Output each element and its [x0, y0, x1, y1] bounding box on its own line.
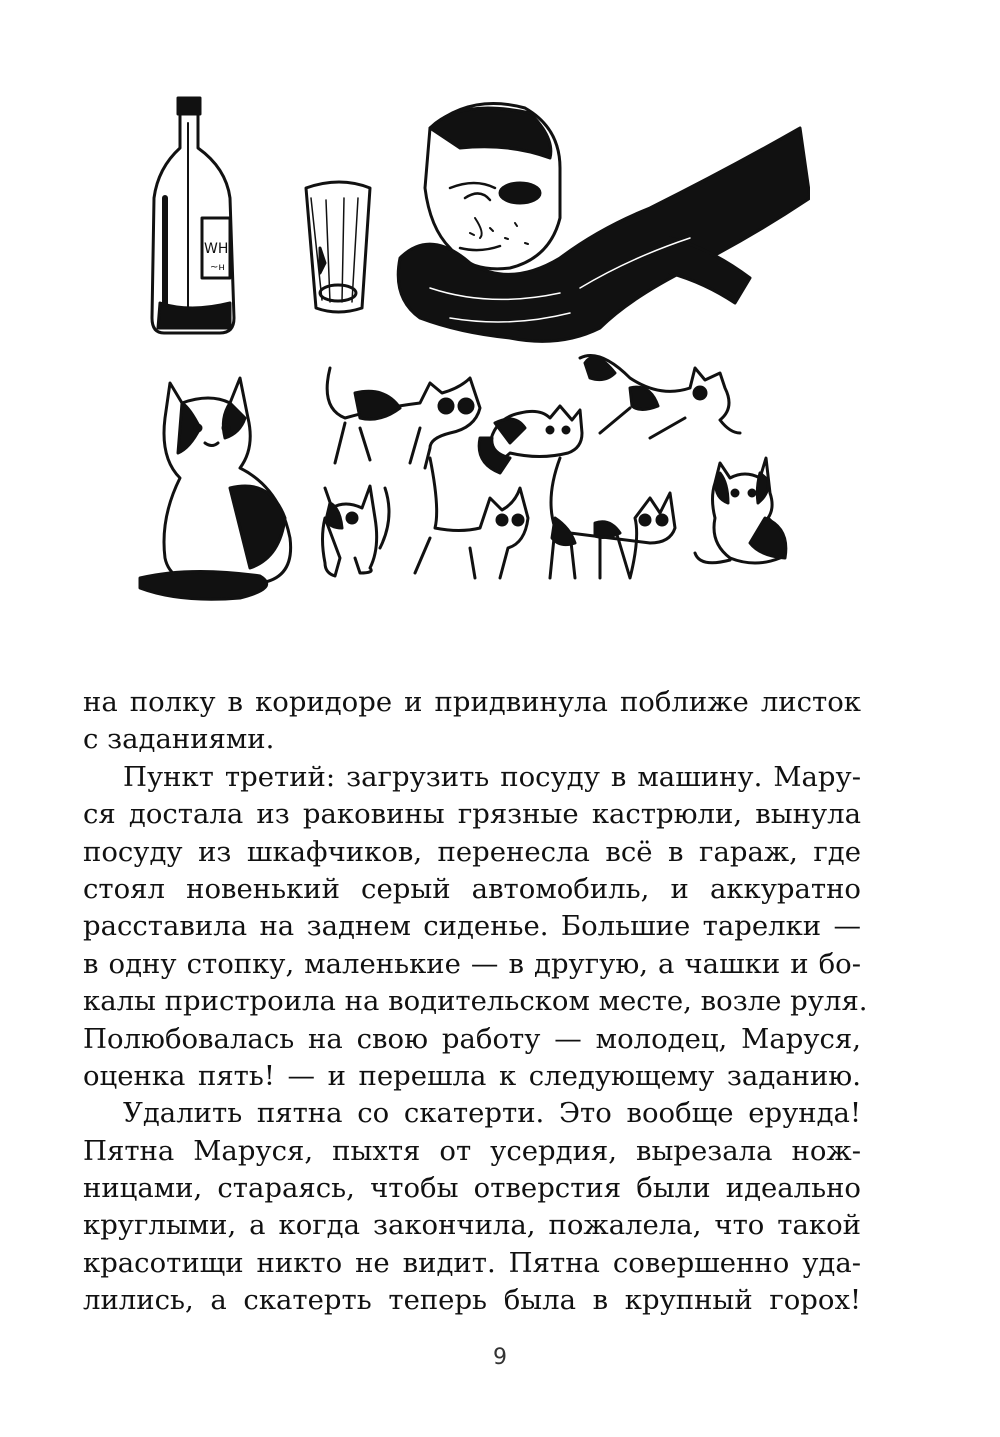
text-line: Пятна Маруся, пыхтя от усердия, вырезала нож- [83, 1134, 861, 1167]
text-line: на полку в коридоре и придвинула поближе листок [83, 686, 861, 718]
page-number: 9 [493, 1345, 507, 1370]
cat-curled-drawing [479, 406, 582, 473]
body-text [83, 684, 868, 1320]
text-line: Полюбовалась на свою работу — молодец, Маруся, [83, 1022, 861, 1055]
text-line: посуду из шкафчиков, перенесла всё в гараж, где [83, 835, 861, 868]
bottle-label-sub: ~н [210, 262, 225, 273]
text-line: стоял новенький серый автомобиль, и аккуратно [83, 872, 861, 905]
big-cat-left-drawing [140, 378, 291, 599]
glass-drawing [306, 182, 370, 312]
text-line: в одну стопку, маленькие — в другую, а чашки и бо- [83, 947, 861, 980]
text-line: круглыми, а когда закончила, пожалела, что такой [83, 1209, 861, 1242]
ink-drawing [130, 88, 810, 608]
text-line: ся достала из раковины грязные кастрюли, вынула [83, 798, 861, 831]
text-line: оценка пять! — и перешла к следующему заданию. [83, 1059, 861, 1092]
bottle-drawing [152, 98, 234, 333]
cat-sitting-right-drawing [695, 458, 786, 563]
cat-walking-top-drawing [327, 368, 480, 468]
text-line: красотищи никто не видит. Пятна совершенно уда- [83, 1246, 861, 1279]
man-portrait-drawing [398, 104, 810, 342]
text-line: Удалить пятна со скатерти. Это вообще ерунда! [123, 1097, 861, 1130]
text-line: Пункт третий: загрузить посуду в машину. Мару- [123, 760, 861, 793]
text-line: с заданиями. [83, 723, 275, 756]
cat-jumping-right-drawing [580, 356, 740, 439]
text-line: ницами, стараясь, чтобы отверстия были идеально [83, 1172, 861, 1205]
small-cat-sitting-drawing [323, 486, 390, 576]
cat-walking-bottom-drawing [550, 458, 675, 578]
text-line: лились, а скатерть теперь была в крупный горох! [83, 1284, 861, 1317]
bottle-label: WH [204, 241, 229, 257]
text-line: расставила на заднем сиденье. Большие тарелки — [83, 910, 861, 943]
cat-standing-middle-drawing [415, 458, 528, 578]
illustration [130, 88, 810, 608]
text-line: калы пристроила на водительском месте, возле руля. [83, 985, 868, 1018]
